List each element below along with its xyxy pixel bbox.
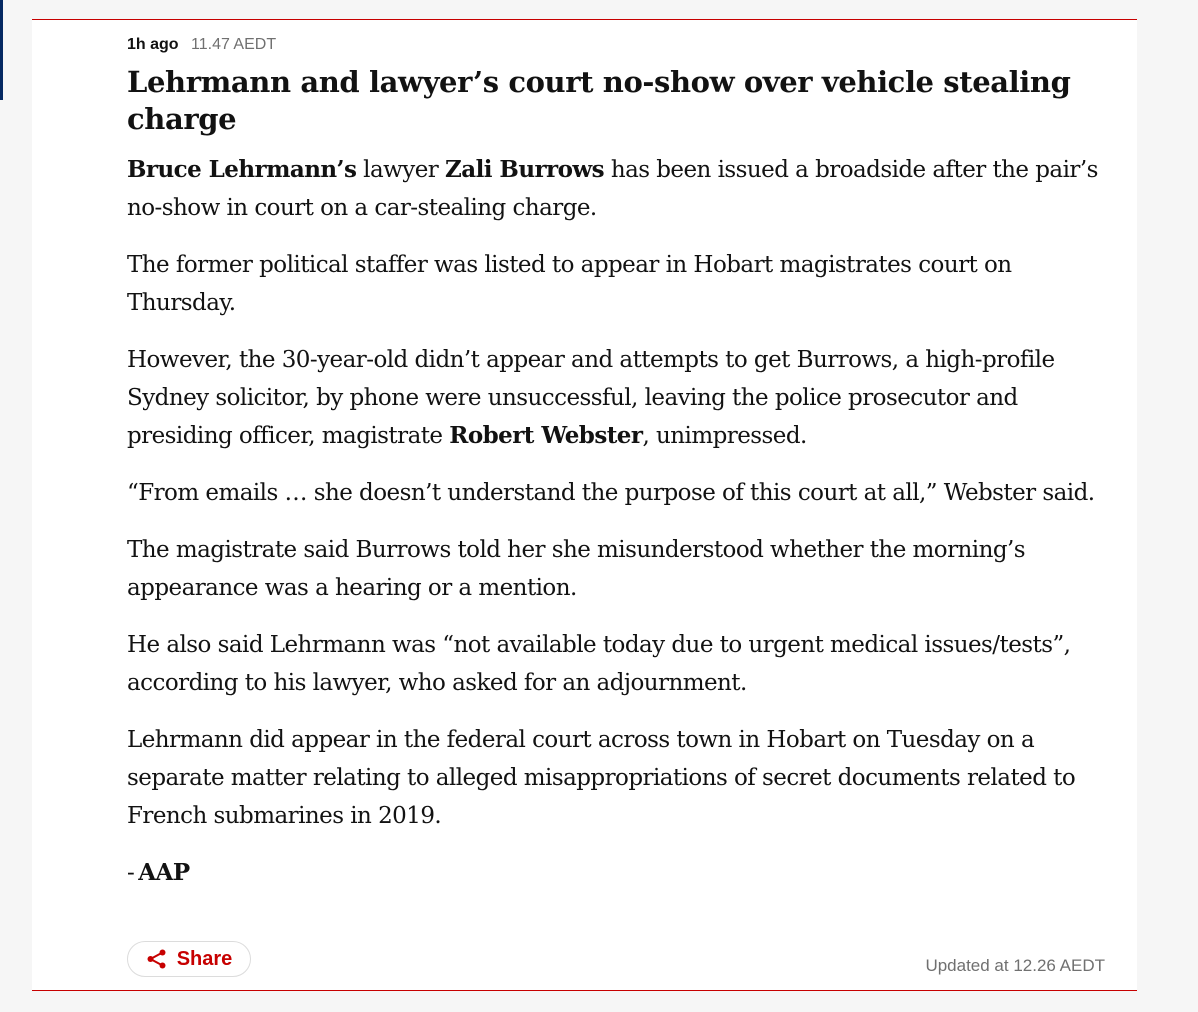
paragraph-5: The magistrate said Burrows told her she misunderstood whether the morning’s appearance was a hearing or a mention. — [127, 537, 1026, 601]
left-accent-rule — [0, 0, 3, 100]
paragraph-text: However, the 30-year-old didn’t appear and attempts to get Burrows, a high-profile Sydney solicitor, by phone were unsuccessful, leaving the police prosecutor and presiding officer, magistrate — [127, 347, 1055, 449]
paragraph-2: The former political staffer was listed to appear in Hobart magistrates court on Thursday. — [127, 252, 1012, 316]
byline-credit — [127, 854, 1117, 892]
credit-prefix: - — [127, 860, 135, 886]
paragraph-3 — [127, 341, 1117, 455]
entry-body — [127, 151, 1117, 911]
paragraph-1 — [127, 151, 1117, 227]
liveblog-entry — [32, 19, 1137, 991]
credit-agency: AAP — [138, 859, 190, 886]
paragraph-4: “From emails … she doesn’t understand the purpose of this court at all,” Webster said. — [127, 480, 1095, 506]
share-label: Share — [176, 947, 233, 970]
share-button[interactable] — [127, 941, 251, 977]
person-name: Zali Burrows — [445, 156, 605, 183]
time-ago: 1h ago — [127, 36, 179, 53]
paragraph-text: has been issued a broadside after the pair’s no-show in court on a car-stealing charge. — [127, 157, 1098, 221]
person-name: Bruce Lehrmann’s — [127, 156, 357, 183]
paragraph-text: lawyer — [356, 157, 445, 183]
paragraph-6: He also said Lehrmann was “not available today due to urgent medical issues/tests”, according to his lawyer, who asked for an adjournment. — [127, 632, 1071, 696]
updated-timestamp: Updated at 12.26 AEDT — [925, 956, 1105, 975]
person-name: Robert Webster — [449, 422, 643, 449]
entry-headline: Lehrmann and lawyer’s court no-show over vehicle stealing charge — [127, 65, 1071, 136]
share-icon — [146, 948, 168, 970]
entry-timestamp[interactable] — [127, 36, 276, 54]
publish-time: 11.47 AEDT — [191, 36, 277, 53]
paragraph-7: Lehrmann did appear in the federal court across town in Hobart on Tuesday on a separate matter relating to alleged misappropriations of secret documents related to French submarines in 2019. — [127, 727, 1076, 829]
paragraph-text: , unimpressed. — [642, 423, 807, 449]
